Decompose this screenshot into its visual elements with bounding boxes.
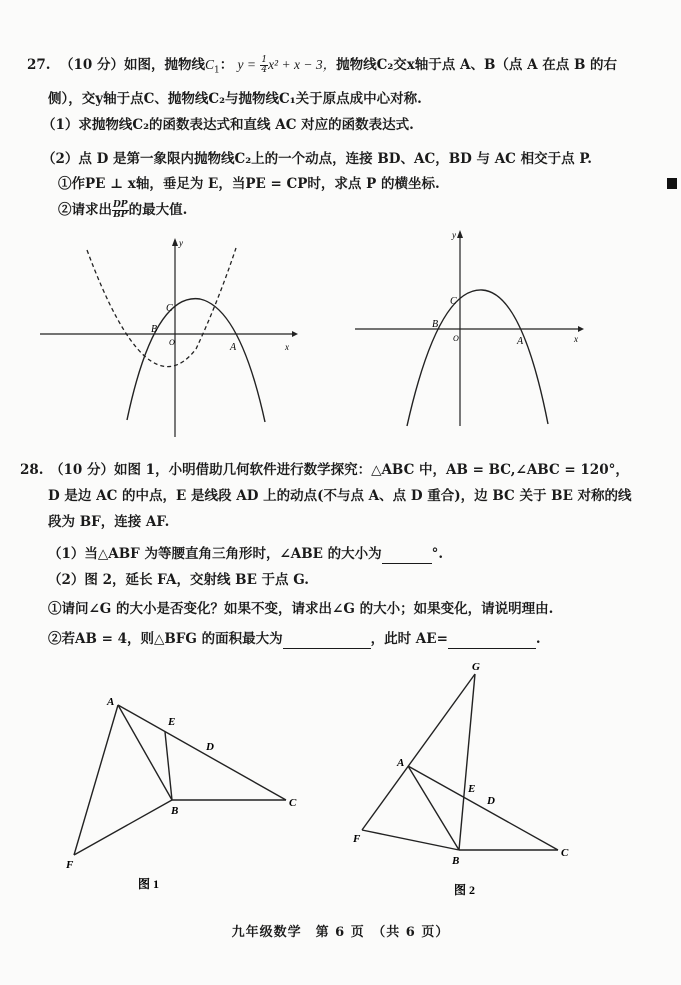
label-A: A: [230, 342, 237, 353]
q27-expr: x² + x − 3，: [268, 57, 337, 72]
segment-AB: [118, 705, 172, 800]
answer-blank-angle: [382, 545, 432, 564]
label-F: F: [353, 833, 361, 845]
label-y: y: [179, 238, 183, 248]
segment-FB: [362, 830, 459, 850]
q27-line1-a: （10 分）如图，抛物线: [60, 57, 205, 73]
label-O: O: [169, 338, 175, 347]
q27-fraction: [260, 56, 268, 75]
parabola-c2: [127, 299, 265, 422]
q28-part2: （2）图 2，延长 FA，交射线 BE 于点 G.: [48, 572, 310, 588]
q27-part2-2: [58, 201, 187, 220]
q27-line1-c: 抛物线C₂交x轴于点 A、B（点 A 在点 B 的右: [336, 57, 618, 73]
q28-part2-2-text: ②若AB = 4，则△BFG 的面积最大为: [48, 631, 283, 647]
q28-part2-2-mid: ，此时 AE=: [370, 631, 448, 647]
answer-blank-ae: [448, 630, 536, 649]
parabola-c1-dashed: [87, 248, 236, 367]
q28-part1: [48, 545, 443, 564]
q27-line1: [60, 56, 617, 80]
page-footer: 九年级数学 第 6 页 （共 6 页）: [231, 925, 450, 940]
q27-line1-b: ：: [219, 57, 234, 73]
q28-line2: D 是边 AC 的中点，E 是线段 AD 上的动点(不与点 A、点 D 重合)，边 BC 关于 BE 对称的线: [48, 488, 632, 504]
q28-line1: （10 分）如图 1，小明借助几何软件进行数学探究：△ABC 中，AB = BC,∠ABC = 120°，: [50, 462, 629, 478]
figure-1-caption: 图 1: [138, 877, 160, 891]
label-x: x: [285, 342, 289, 352]
q27-figure-right: [350, 228, 595, 428]
q28-part2-2-end: .: [535, 631, 541, 647]
q28-part2-1: ①请问∠G 的大小是否变化？如果不变，请求出∠G 的大小；如果变化，请说明理由.: [48, 601, 554, 617]
q27-c1-sub: 1: [214, 65, 220, 76]
q27-frac-den: 4: [261, 65, 268, 75]
q27-number: 27.: [27, 57, 51, 73]
segment-AC: [408, 766, 558, 850]
q27-c1: C: [205, 57, 215, 72]
q27-line2: 侧），交y轴于点C、抛物线C₂与抛物线C₁关于原点成中心对称.: [48, 91, 422, 107]
label-B: B: [151, 324, 158, 335]
segment-BG: [459, 674, 475, 850]
q28-figure-1: [60, 690, 320, 900]
parabola-c2: [407, 290, 548, 426]
label-C: C: [450, 296, 457, 307]
q27-part2: （2）点 D 是第一象限内抛物线C₂上的一个动点，连接 BD、AC，BD 与 AC 相交于点 P.: [42, 151, 592, 167]
segment-AC: [118, 705, 286, 800]
label-D: D: [206, 741, 214, 753]
y-axis-arrow: [172, 238, 178, 246]
q27-frac-num: 1: [261, 55, 268, 65]
label-C: C: [166, 303, 173, 314]
label-G: G: [472, 661, 480, 673]
q28-number: 28.: [20, 462, 44, 478]
q27-line6-a: ②请求出: [58, 202, 112, 218]
label-y: y: [452, 230, 456, 240]
label-A: A: [517, 336, 524, 347]
label-B: B: [432, 319, 439, 330]
label-x: x: [574, 334, 578, 344]
answer-blank-area: [283, 630, 371, 649]
label-B: B: [171, 805, 179, 817]
q28-figure-2: [350, 658, 590, 903]
q28-part1-unit: °.: [431, 546, 444, 562]
segment-BF: [74, 800, 172, 855]
q28-line3: 段为 BF，连接 AF.: [48, 514, 170, 530]
label-E: E: [468, 783, 476, 795]
x-axis-arrow: [292, 331, 298, 337]
q28-part2-2: [48, 630, 541, 649]
label-A: A: [397, 757, 405, 769]
label-D: D: [487, 795, 495, 807]
q27-part2-1: ①作PE ⊥ x轴，垂足为 E，当PE = CP时，求点 P 的横坐标.: [58, 176, 440, 192]
label-A: A: [107, 696, 115, 708]
segment-AF: [74, 705, 118, 855]
q27-line6-b: 的最大值.: [128, 202, 188, 218]
q27-part1: （1）求抛物线C₂的函数表达式和直线 AC 对应的函数表达式.: [42, 117, 414, 133]
y-axis-arrow: [457, 230, 463, 238]
q27-y: y =: [237, 57, 257, 72]
label-B: B: [452, 855, 460, 867]
label-E: E: [168, 716, 176, 728]
segment-FG: [362, 674, 475, 830]
label-O: O: [453, 334, 459, 343]
label-F: F: [66, 859, 74, 871]
q28-part1-text: （1）当△ABF 为等腰直角三角形时，∠ABE 的大小为: [48, 546, 382, 562]
label-C: C: [289, 797, 297, 809]
q27-ratio-den: BP: [113, 210, 128, 220]
edge-mark: [667, 178, 677, 189]
q27-ratio: [112, 201, 129, 220]
label-C: C: [561, 847, 569, 859]
x-axis-arrow: [578, 326, 584, 332]
figure-2-caption: 图 2: [454, 883, 476, 897]
q27-ratio-num: DP: [113, 200, 128, 210]
q27-figure-left: [30, 232, 310, 442]
segment-AB: [408, 766, 459, 850]
